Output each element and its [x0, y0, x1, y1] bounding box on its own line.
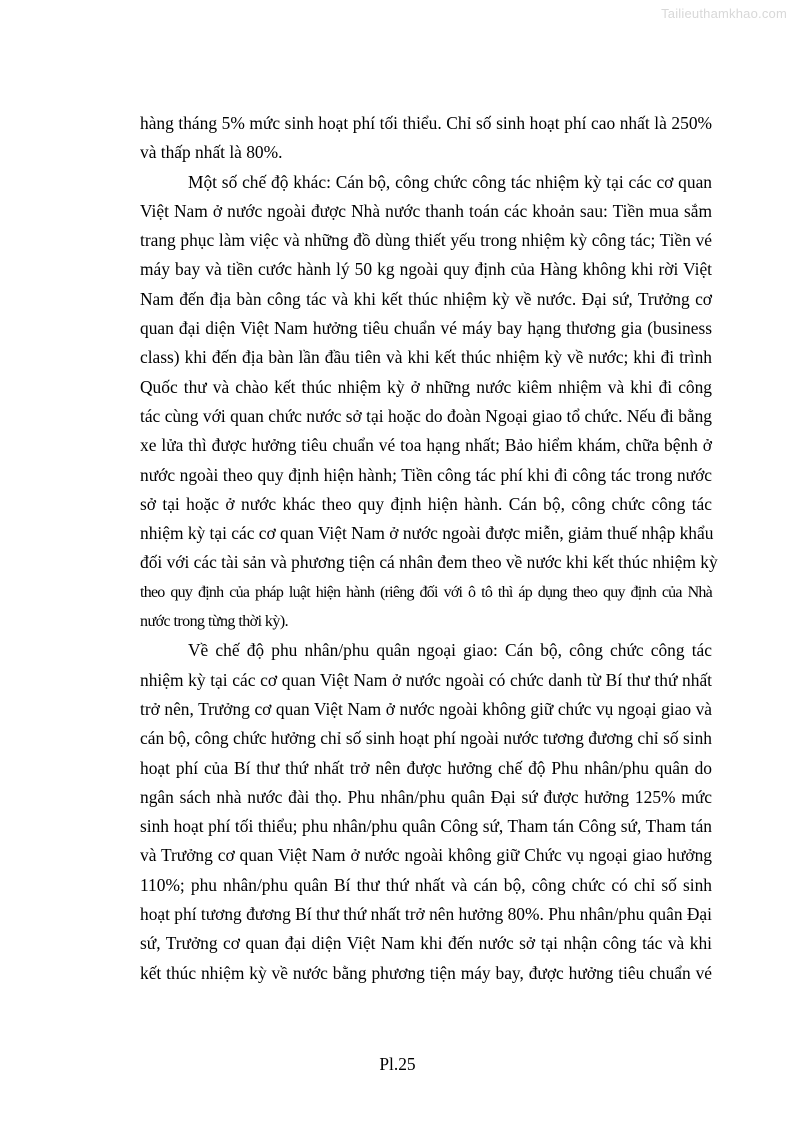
text-line: Việt Nam ở nước ngoài được Nhà nước thanh toán các khoản sau: Tiền mua sắm [140, 200, 712, 221]
text-line: và thấp nhất là 80%. [140, 142, 283, 163]
text-line: nước trong từng thời kỳ). [140, 613, 289, 631]
watermark: Tailieuthamkhao.com [661, 6, 787, 21]
text-line: kết thúc nhiệm kỳ về nước bằng phương tiện máy bay, được hưởng tiêu chuẩn vé [140, 962, 712, 983]
page-number: Pl.25 [379, 1054, 416, 1074]
text-line: sứ, Trưởng cơ quan đại diện Việt Nam khi đến nước sở tại nhận công tác và khi [140, 933, 712, 954]
text-line: nhiệm kỳ tại các cơ quan Việt Nam ở nước ngoài có chức danh từ Bí thư thứ nhất [140, 669, 712, 690]
text-line: đối với các tài sản và phương tiện cá nhân đem theo về nước khi kết thúc nhiệm kỳ [140, 552, 718, 573]
text-line: cán bộ, công chức hưởng chỉ số sinh hoạt phí ngoài nước tương đương chỉ số sinh [140, 728, 712, 749]
text-line: và Trưởng cơ quan Việt Nam ở nước ngoài không giữ Chức vụ ngoại giao hưởng [140, 845, 712, 866]
paragraph-continuation [140, 109, 712, 168]
paragraph-other-regimes [140, 168, 718, 637]
document-body [140, 109, 718, 988]
text-line: Nam đến địa bàn công tác và khi kết thúc nhiệm kỳ về nước. Đại sứ, Trưởng cơ [140, 288, 712, 309]
text-line: tác cùng với quan chức nước sở tại hoặc do đoàn Ngoại giao tổ chức. Nếu đi bằng [140, 405, 712, 426]
text-line: trang phục làm việc và những đồ dùng thiết yếu trong nhiệm kỳ công tác; Tiền vé [140, 230, 712, 251]
text-line: Về chế độ phu nhân/phu quân ngoại giao: Cán bộ, công chức công tác [188, 640, 712, 661]
text-line: hàng tháng 5% mức sinh hoạt phí tối thiểu. Chỉ số sinh hoạt phí cao nhất là 250% [140, 113, 712, 133]
text-line: hoạt phí của Bí thư thứ nhất trở nên được hưởng chế độ Phu nhân/phu quân do [140, 757, 712, 778]
text-line: quan đại diện Việt Nam hưởng tiêu chuẩn vé máy bay hạng thương gia (business [140, 318, 712, 339]
text-line: theo quy định của pháp luật hiện hành (riêng đối với ô tô thì áp dụng theo quy định của Nhà [140, 583, 712, 601]
text-line: Một số chế độ khác: Cán bộ, công chức công tác nhiệm kỳ tại các cơ quan [188, 171, 712, 192]
paragraph-spouse-regime [140, 636, 712, 988]
text-line: 110%; phu nhân/phu quân Bí thư thứ nhất và cán bộ, công chức có chỉ số sinh [140, 874, 712, 895]
text-line: hoạt phí tương đương Bí thư thứ nhất trở nên hưởng 80%. Phu nhân/phu quân Đại [140, 904, 712, 925]
text-line: sở tại hoặc ở nước khác theo quy định hiện hành. Cán bộ, công chức công tác [140, 493, 712, 514]
text-line: Quốc thư và chào kết thúc nhiệm kỳ ở những nước kiêm nhiệm và khi đi công [140, 376, 712, 397]
text-line: máy bay và tiền cước hành lý 50 kg ngoài quy định của Hàng không khi rời Việt [140, 259, 712, 280]
text-line: class) khi đến địa bàn lần đầu tiên và khi kết thúc nhiệm kỳ về nước; khi đi trình [140, 347, 712, 368]
text-line: nhiệm kỳ tại các cơ quan Việt Nam ở nước ngoài được miễn, giảm thuế nhập khẩu [140, 523, 714, 544]
text-line: trở nên, Trưởng cơ quan Việt Nam ở nước ngoài không giữ chức vụ ngoại giao và [140, 698, 712, 719]
text-line: nước ngoài theo quy định hiện hành; Tiền công tác phí khi đi công tác trong nước [140, 464, 712, 485]
text-line: xe lửa thì được hưởng tiêu chuẩn vé toa hạng nhất; Bảo hiểm khám, chữa bệnh ở [140, 435, 712, 456]
text-line: sinh hoạt phí tối thiểu; phu nhân/phu quân Công sứ, Tham tán Công sứ, Tham tán [140, 816, 712, 837]
text-line: ngân sách nhà nước đài thọ. Phu nhân/phu quân Đại sứ được hưởng 125% mức [140, 786, 712, 807]
